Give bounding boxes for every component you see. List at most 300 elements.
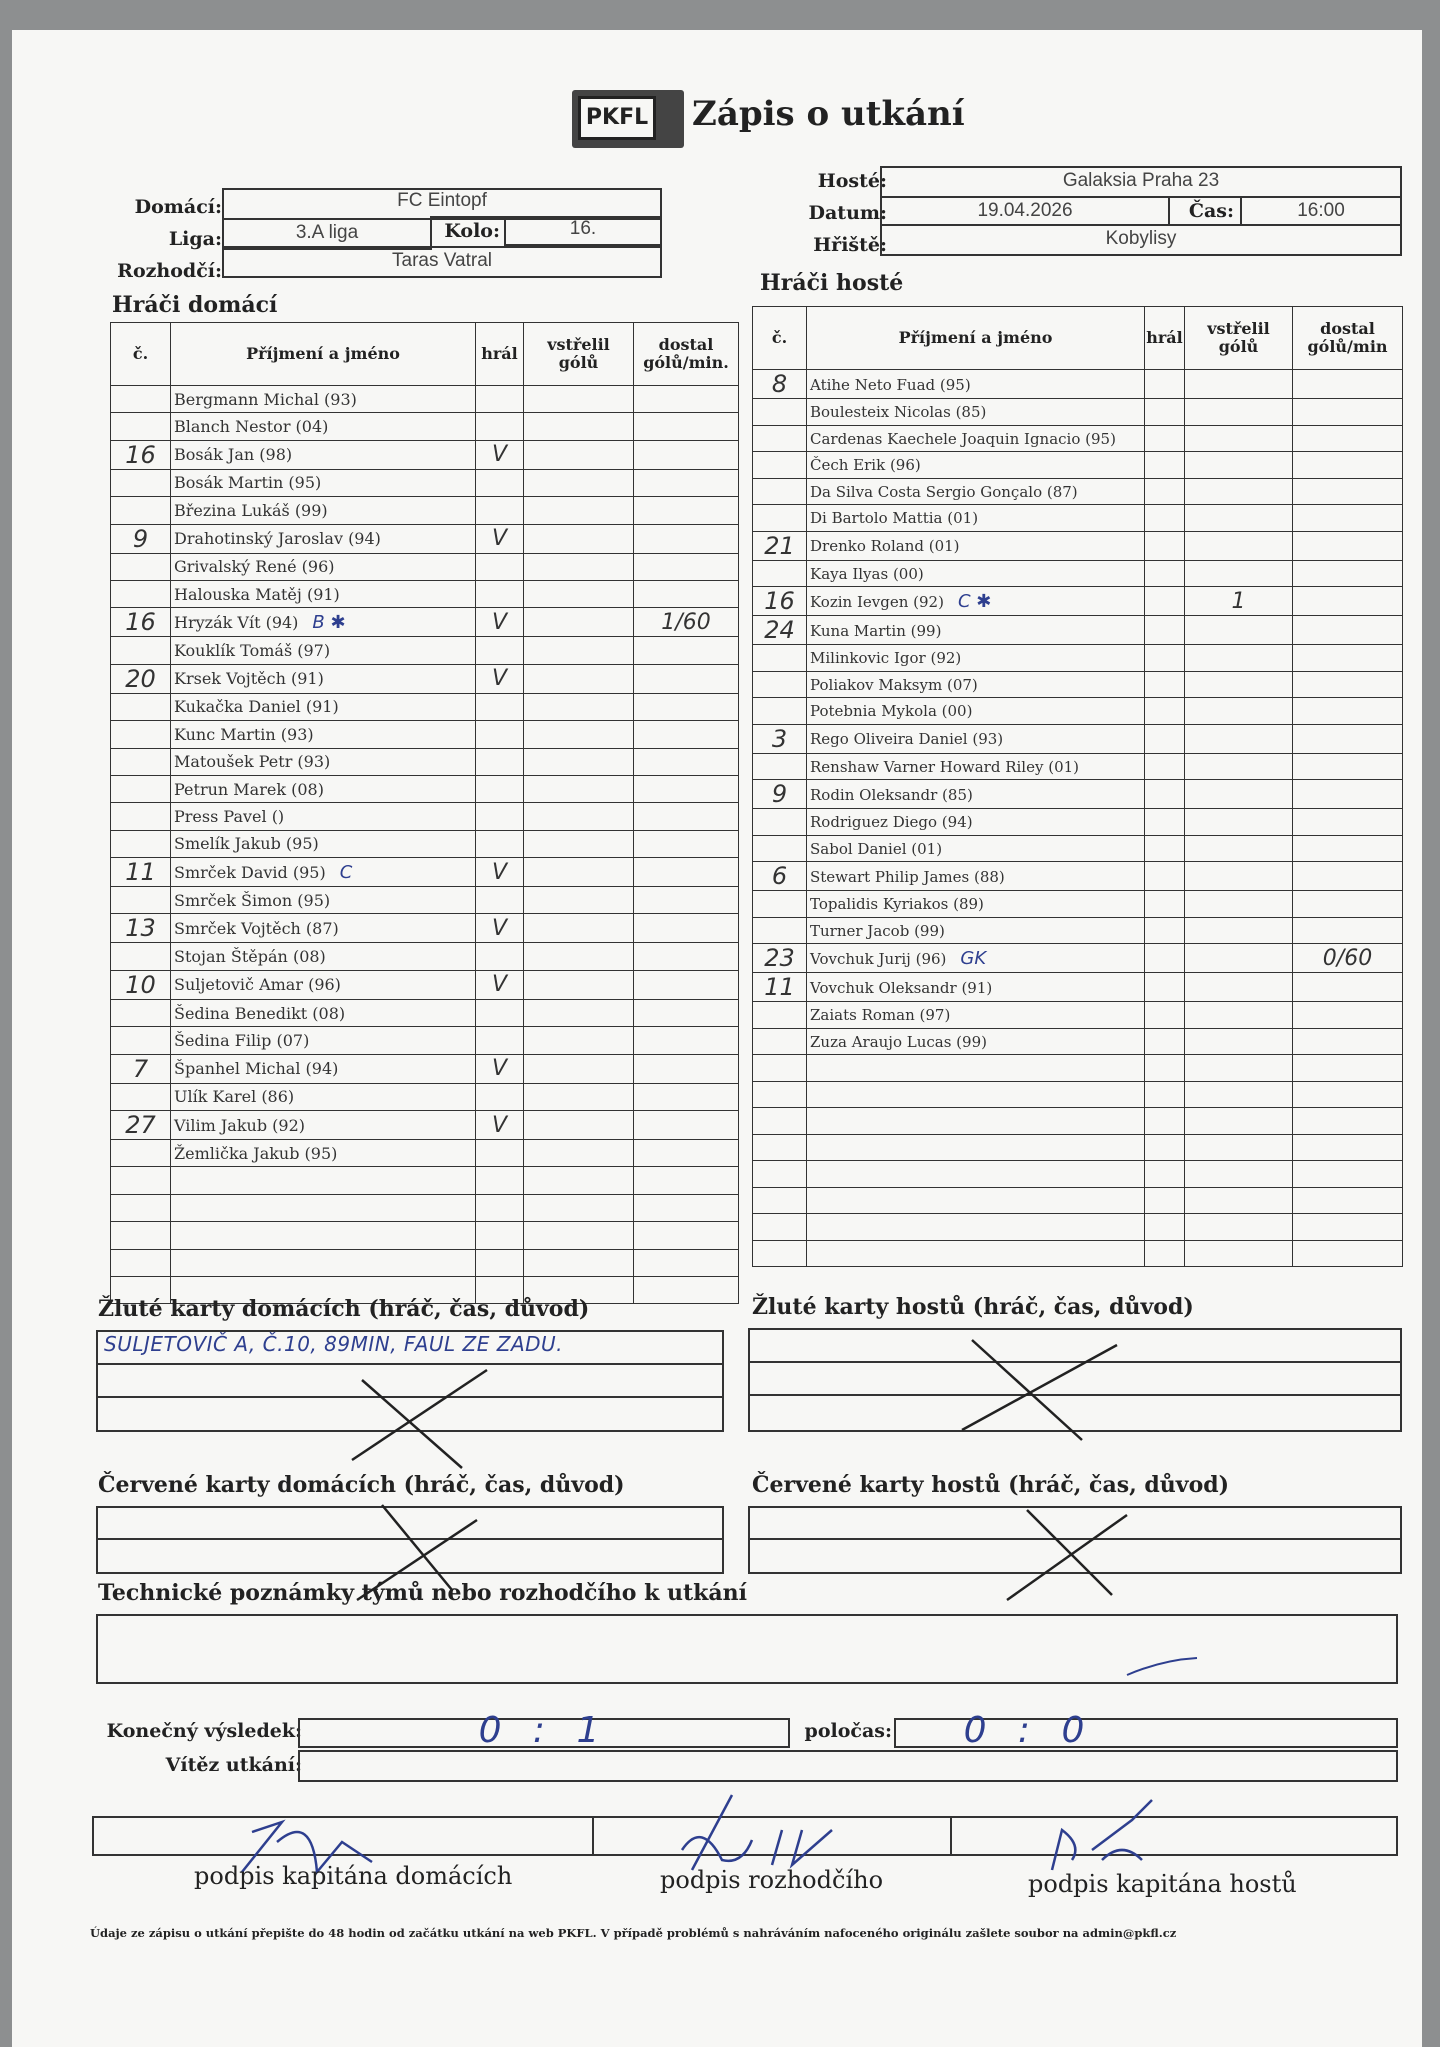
- goals-scored[interactable]: [1185, 809, 1293, 836]
- player-number[interactable]: 3: [753, 724, 807, 753]
- player-number[interactable]: [753, 1240, 807, 1267]
- goals-conceded[interactable]: [634, 693, 739, 720]
- player-number[interactable]: 24: [753, 616, 807, 645]
- player-number[interactable]: 23: [753, 944, 807, 973]
- goals-scored[interactable]: [1185, 505, 1293, 532]
- player-number[interactable]: 10: [111, 970, 171, 999]
- played-mark[interactable]: [1145, 1187, 1185, 1214]
- goals-conceded[interactable]: [634, 1140, 739, 1167]
- player-name[interactable]: [171, 775, 476, 802]
- player-number[interactable]: 9: [753, 780, 807, 809]
- played-mark[interactable]: V: [476, 914, 524, 943]
- player-name[interactable]: [171, 748, 476, 775]
- goals-conceded[interactable]: [1293, 1161, 1403, 1188]
- player-number[interactable]: [753, 452, 807, 479]
- player-number[interactable]: [111, 1027, 171, 1054]
- player-name[interactable]: [807, 944, 1145, 973]
- goals-scored[interactable]: [1185, 1028, 1293, 1055]
- player-name[interactable]: [171, 1140, 476, 1167]
- goals-conceded[interactable]: [634, 1083, 739, 1110]
- played-mark[interactable]: [1145, 973, 1185, 1002]
- played-mark[interactable]: [1145, 724, 1185, 753]
- player-name[interactable]: [171, 440, 476, 469]
- player-number[interactable]: 16: [753, 587, 807, 616]
- player-name[interactable]: [807, 425, 1145, 452]
- player-number[interactable]: [111, 1249, 171, 1276]
- player-name[interactable]: [807, 370, 1145, 399]
- played-mark[interactable]: [476, 553, 524, 580]
- player-name[interactable]: [807, 616, 1145, 645]
- goals-conceded[interactable]: [1293, 917, 1403, 944]
- goals-scored[interactable]: [1185, 917, 1293, 944]
- player-number[interactable]: 9: [111, 524, 171, 553]
- goals-scored[interactable]: [524, 608, 634, 637]
- goals-scored[interactable]: [524, 693, 634, 720]
- played-mark[interactable]: [1145, 1240, 1185, 1267]
- goals-scored[interactable]: [1185, 835, 1293, 862]
- player-name[interactable]: [171, 553, 476, 580]
- player-number[interactable]: [753, 478, 807, 505]
- goals-scored[interactable]: [524, 469, 634, 496]
- played-mark[interactable]: [476, 1140, 524, 1167]
- player-name[interactable]: [807, 724, 1145, 753]
- played-mark[interactable]: [476, 887, 524, 914]
- goals-conceded[interactable]: [1293, 671, 1403, 698]
- goals-conceded[interactable]: [1293, 1108, 1403, 1135]
- goals-scored[interactable]: [524, 1140, 634, 1167]
- player-name[interactable]: [807, 645, 1145, 672]
- goals-conceded[interactable]: [634, 1167, 739, 1194]
- played-mark[interactable]: [1145, 1002, 1185, 1029]
- goals-conceded[interactable]: [1293, 753, 1403, 780]
- goals-scored[interactable]: [524, 721, 634, 748]
- goals-conceded[interactable]: [634, 914, 739, 943]
- goals-conceded[interactable]: [634, 497, 739, 524]
- player-name[interactable]: [171, 914, 476, 943]
- goals-scored[interactable]: [1185, 1240, 1293, 1267]
- goals-scored[interactable]: [1185, 1002, 1293, 1029]
- player-name[interactable]: [807, 1028, 1145, 1055]
- played-mark[interactable]: V: [476, 608, 524, 637]
- player-number[interactable]: [111, 830, 171, 857]
- player-number[interactable]: [111, 386, 171, 413]
- goals-scored[interactable]: [1185, 1055, 1293, 1082]
- goals-conceded[interactable]: [1293, 531, 1403, 560]
- goals-scored[interactable]: [524, 803, 634, 830]
- player-number[interactable]: [111, 1167, 171, 1194]
- player-name[interactable]: [171, 580, 476, 607]
- goals-scored[interactable]: [524, 386, 634, 413]
- played-mark[interactable]: [1145, 1214, 1185, 1241]
- player-name[interactable]: [807, 1081, 1145, 1108]
- player-name[interactable]: [171, 664, 476, 693]
- player-name[interactable]: [171, 524, 476, 553]
- played-mark[interactable]: [476, 943, 524, 970]
- goals-scored[interactable]: [524, 1111, 634, 1140]
- played-mark[interactable]: [476, 386, 524, 413]
- goals-conceded[interactable]: [634, 721, 739, 748]
- player-name[interactable]: [807, 1108, 1145, 1135]
- player-name[interactable]: [807, 1214, 1145, 1241]
- goals-scored[interactable]: 1: [1185, 587, 1293, 616]
- goals-conceded[interactable]: [1293, 1187, 1403, 1214]
- goals-conceded[interactable]: [1293, 370, 1403, 399]
- goals-scored[interactable]: [524, 524, 634, 553]
- goals-scored[interactable]: [1185, 891, 1293, 918]
- player-number[interactable]: [753, 835, 807, 862]
- goals-conceded[interactable]: [634, 1276, 739, 1303]
- played-mark[interactable]: [1145, 452, 1185, 479]
- player-number[interactable]: [753, 1002, 807, 1029]
- played-mark[interactable]: V: [476, 1111, 524, 1140]
- player-number[interactable]: [111, 553, 171, 580]
- goals-scored[interactable]: [524, 887, 634, 914]
- goals-conceded[interactable]: [634, 524, 739, 553]
- player-name[interactable]: [807, 671, 1145, 698]
- player-number[interactable]: [753, 560, 807, 587]
- played-mark[interactable]: [1145, 891, 1185, 918]
- played-mark[interactable]: [476, 1167, 524, 1194]
- player-name[interactable]: [171, 1054, 476, 1083]
- player-number[interactable]: [753, 1214, 807, 1241]
- goals-scored[interactable]: [1185, 399, 1293, 426]
- goals-conceded[interactable]: [634, 858, 739, 887]
- goals-scored[interactable]: [1185, 452, 1293, 479]
- goals-scored[interactable]: [524, 637, 634, 664]
- player-name[interactable]: [807, 1161, 1145, 1188]
- player-number[interactable]: [753, 809, 807, 836]
- player-name[interactable]: [807, 1134, 1145, 1161]
- player-number[interactable]: [753, 1055, 807, 1082]
- played-mark[interactable]: [476, 637, 524, 664]
- player-name[interactable]: [807, 452, 1145, 479]
- goals-scored[interactable]: [1185, 1108, 1293, 1135]
- goals-conceded[interactable]: [634, 413, 739, 440]
- player-name[interactable]: [807, 478, 1145, 505]
- goals-conceded[interactable]: [1293, 560, 1403, 587]
- player-name[interactable]: [171, 469, 476, 496]
- player-name[interactable]: [807, 809, 1145, 836]
- player-number[interactable]: 21: [753, 531, 807, 560]
- played-mark[interactable]: [476, 413, 524, 440]
- goals-scored[interactable]: [524, 999, 634, 1026]
- player-number[interactable]: [111, 775, 171, 802]
- goals-conceded[interactable]: [1293, 478, 1403, 505]
- goals-scored[interactable]: [1185, 1214, 1293, 1241]
- goals-scored[interactable]: [524, 1083, 634, 1110]
- goals-scored[interactable]: [524, 1167, 634, 1194]
- goals-conceded[interactable]: [1293, 891, 1403, 918]
- goals-conceded[interactable]: [634, 637, 739, 664]
- player-name[interactable]: [807, 1055, 1145, 1082]
- winner-box[interactable]: [298, 1750, 1398, 1782]
- player-name[interactable]: [171, 608, 476, 637]
- player-name[interactable]: [807, 862, 1145, 891]
- goals-conceded[interactable]: [1293, 1134, 1403, 1161]
- played-mark[interactable]: [1145, 560, 1185, 587]
- played-mark[interactable]: [476, 580, 524, 607]
- goals-conceded[interactable]: [634, 887, 739, 914]
- played-mark[interactable]: [1145, 1028, 1185, 1055]
- player-name[interactable]: [171, 858, 476, 887]
- goals-conceded[interactable]: [1293, 1002, 1403, 1029]
- played-mark[interactable]: [476, 1249, 524, 1276]
- goals-conceded[interactable]: [634, 1194, 739, 1221]
- player-name[interactable]: [807, 399, 1145, 426]
- goals-scored[interactable]: [1185, 645, 1293, 672]
- goals-scored[interactable]: [524, 943, 634, 970]
- player-number[interactable]: [111, 803, 171, 830]
- player-number[interactable]: [111, 1222, 171, 1249]
- goals-conceded[interactable]: [634, 748, 739, 775]
- goals-conceded[interactable]: [1293, 399, 1403, 426]
- player-number[interactable]: [753, 698, 807, 725]
- player-number[interactable]: 11: [753, 973, 807, 1002]
- player-number[interactable]: [111, 693, 171, 720]
- player-name[interactable]: [807, 1002, 1145, 1029]
- player-number[interactable]: [753, 753, 807, 780]
- player-name[interactable]: [807, 531, 1145, 560]
- player-number[interactable]: [753, 671, 807, 698]
- played-mark[interactable]: V: [476, 664, 524, 693]
- player-number[interactable]: [111, 413, 171, 440]
- goals-conceded[interactable]: [1293, 835, 1403, 862]
- player-number[interactable]: [111, 999, 171, 1026]
- goals-scored[interactable]: [524, 1054, 634, 1083]
- player-name[interactable]: [807, 1240, 1145, 1267]
- played-mark[interactable]: V: [476, 440, 524, 469]
- goals-conceded[interactable]: [1293, 645, 1403, 672]
- goals-conceded[interactable]: [634, 775, 739, 802]
- played-mark[interactable]: [476, 497, 524, 524]
- goals-conceded[interactable]: [634, 1111, 739, 1140]
- played-mark[interactable]: [1145, 862, 1185, 891]
- goals-conceded[interactable]: [1293, 505, 1403, 532]
- player-name[interactable]: [171, 1111, 476, 1140]
- player-number[interactable]: [753, 917, 807, 944]
- played-mark[interactable]: [1145, 645, 1185, 672]
- goals-conceded[interactable]: [634, 440, 739, 469]
- played-mark[interactable]: [1145, 1108, 1185, 1135]
- player-number[interactable]: [111, 748, 171, 775]
- played-mark[interactable]: V: [476, 1054, 524, 1083]
- goals-scored[interactable]: [1185, 1134, 1293, 1161]
- goals-scored[interactable]: [524, 664, 634, 693]
- player-name[interactable]: [171, 413, 476, 440]
- played-mark[interactable]: V: [476, 524, 524, 553]
- player-number[interactable]: 7: [111, 1054, 171, 1083]
- played-mark[interactable]: [1145, 917, 1185, 944]
- goals-conceded[interactable]: [1293, 616, 1403, 645]
- goals-scored[interactable]: [524, 413, 634, 440]
- player-number[interactable]: [111, 1083, 171, 1110]
- goals-conceded[interactable]: [1293, 809, 1403, 836]
- goals-scored[interactable]: [1185, 560, 1293, 587]
- goals-conceded[interactable]: [1293, 724, 1403, 753]
- goals-scored[interactable]: [1185, 1161, 1293, 1188]
- player-number[interactable]: 13: [111, 914, 171, 943]
- goals-scored[interactable]: [524, 748, 634, 775]
- player-name[interactable]: [807, 780, 1145, 809]
- player-number[interactable]: 20: [111, 664, 171, 693]
- player-number[interactable]: [753, 1108, 807, 1135]
- player-name[interactable]: [807, 587, 1145, 616]
- played-mark[interactable]: [1145, 425, 1185, 452]
- player-number[interactable]: 16: [111, 608, 171, 637]
- player-number[interactable]: [753, 1081, 807, 1108]
- goals-conceded[interactable]: [634, 1222, 739, 1249]
- player-number[interactable]: [753, 425, 807, 452]
- goals-scored[interactable]: [524, 1194, 634, 1221]
- goals-scored[interactable]: [1185, 370, 1293, 399]
- goals-scored[interactable]: [1185, 531, 1293, 560]
- player-name[interactable]: [171, 497, 476, 524]
- played-mark[interactable]: [1145, 505, 1185, 532]
- goals-scored[interactable]: [1185, 944, 1293, 973]
- played-mark[interactable]: [476, 775, 524, 802]
- goals-conceded[interactable]: [634, 386, 739, 413]
- played-mark[interactable]: [1145, 698, 1185, 725]
- played-mark[interactable]: [476, 803, 524, 830]
- goals-scored[interactable]: [1185, 425, 1293, 452]
- player-number[interactable]: 11: [111, 858, 171, 887]
- played-mark[interactable]: [476, 830, 524, 857]
- player-number[interactable]: [753, 399, 807, 426]
- played-mark[interactable]: [476, 1194, 524, 1221]
- player-number[interactable]: [753, 505, 807, 532]
- goals-conceded[interactable]: 1/60: [634, 608, 739, 637]
- goals-scored[interactable]: [524, 440, 634, 469]
- goals-scored[interactable]: [1185, 478, 1293, 505]
- goals-conceded[interactable]: [634, 664, 739, 693]
- goals-conceded[interactable]: [1293, 587, 1403, 616]
- goals-scored[interactable]: [524, 580, 634, 607]
- player-number[interactable]: [753, 1161, 807, 1188]
- played-mark[interactable]: [1145, 835, 1185, 862]
- player-name[interactable]: [171, 887, 476, 914]
- goals-conceded[interactable]: [634, 469, 739, 496]
- played-mark[interactable]: [476, 748, 524, 775]
- goals-scored[interactable]: [1185, 616, 1293, 645]
- goals-scored[interactable]: [524, 497, 634, 524]
- goals-conceded[interactable]: [634, 1054, 739, 1083]
- goals-conceded[interactable]: [634, 943, 739, 970]
- goals-scored[interactable]: [524, 1222, 634, 1249]
- played-mark[interactable]: [1145, 616, 1185, 645]
- played-mark[interactable]: [476, 693, 524, 720]
- player-number[interactable]: [753, 1028, 807, 1055]
- player-name[interactable]: [171, 386, 476, 413]
- played-mark[interactable]: V: [476, 970, 524, 999]
- player-name[interactable]: [171, 693, 476, 720]
- goals-conceded[interactable]: [1293, 452, 1403, 479]
- player-number[interactable]: [111, 469, 171, 496]
- player-name[interactable]: [807, 1187, 1145, 1214]
- player-number[interactable]: [111, 637, 171, 664]
- player-name[interactable]: [171, 1194, 476, 1221]
- player-name[interactable]: [171, 1083, 476, 1110]
- player-name[interactable]: [807, 698, 1145, 725]
- goals-conceded[interactable]: [1293, 1028, 1403, 1055]
- player-number[interactable]: 6: [753, 862, 807, 891]
- played-mark[interactable]: [1145, 671, 1185, 698]
- goals-conceded[interactable]: [1293, 780, 1403, 809]
- player-number[interactable]: [111, 721, 171, 748]
- played-mark[interactable]: [1145, 370, 1185, 399]
- goals-conceded[interactable]: [1293, 698, 1403, 725]
- played-mark[interactable]: [476, 999, 524, 1026]
- player-name[interactable]: [807, 973, 1145, 1002]
- player-number[interactable]: [111, 1140, 171, 1167]
- played-mark[interactable]: V: [476, 858, 524, 887]
- guest-captain-signature[interactable]: [1042, 1790, 1162, 1880]
- player-name[interactable]: [171, 830, 476, 857]
- player-name[interactable]: [171, 999, 476, 1026]
- goals-scored[interactable]: [1185, 671, 1293, 698]
- goals-conceded[interactable]: [1293, 1081, 1403, 1108]
- player-name[interactable]: [171, 1167, 476, 1194]
- player-name[interactable]: [807, 891, 1145, 918]
- played-mark[interactable]: [1145, 587, 1185, 616]
- goals-conceded[interactable]: [634, 1027, 739, 1054]
- player-name[interactable]: [171, 803, 476, 830]
- goals-conceded[interactable]: [1293, 1214, 1403, 1241]
- player-name[interactable]: [171, 637, 476, 664]
- played-mark[interactable]: [1145, 1134, 1185, 1161]
- player-name[interactable]: [807, 753, 1145, 780]
- goals-conceded[interactable]: [634, 830, 739, 857]
- player-name[interactable]: [171, 1027, 476, 1054]
- goals-scored[interactable]: [1185, 780, 1293, 809]
- played-mark[interactable]: [476, 469, 524, 496]
- player-name[interactable]: [171, 721, 476, 748]
- goals-scored[interactable]: [524, 1249, 634, 1276]
- played-mark[interactable]: [1145, 1055, 1185, 1082]
- player-number[interactable]: 16: [111, 440, 171, 469]
- played-mark[interactable]: [1145, 531, 1185, 560]
- goals-conceded[interactable]: [1293, 1240, 1403, 1267]
- goals-scored[interactable]: [1185, 973, 1293, 1002]
- player-name[interactable]: [171, 943, 476, 970]
- goals-scored[interactable]: [524, 553, 634, 580]
- player-number[interactable]: [753, 1134, 807, 1161]
- goals-conceded[interactable]: [1293, 1055, 1403, 1082]
- player-number[interactable]: 27: [111, 1111, 171, 1140]
- goals-scored[interactable]: [1185, 862, 1293, 891]
- goals-conceded[interactable]: [1293, 973, 1403, 1002]
- player-name[interactable]: [807, 835, 1145, 862]
- goals-conceded[interactable]: [1293, 425, 1403, 452]
- player-name[interactable]: [807, 505, 1145, 532]
- goals-conceded[interactable]: [1293, 862, 1403, 891]
- player-name[interactable]: [171, 970, 476, 999]
- goals-scored[interactable]: [524, 914, 634, 943]
- goals-scored[interactable]: [524, 970, 634, 999]
- goals-conceded[interactable]: 0/60: [1293, 944, 1403, 973]
- played-mark[interactable]: [1145, 1081, 1185, 1108]
- goals-scored[interactable]: [524, 830, 634, 857]
- player-number[interactable]: [753, 1187, 807, 1214]
- goals-conceded[interactable]: [634, 970, 739, 999]
- played-mark[interactable]: [1145, 944, 1185, 973]
- played-mark[interactable]: [1145, 478, 1185, 505]
- goals-scored[interactable]: [524, 858, 634, 887]
- player-name[interactable]: [171, 1249, 476, 1276]
- player-number[interactable]: 8: [753, 370, 807, 399]
- player-number[interactable]: [111, 497, 171, 524]
- goals-scored[interactable]: [524, 775, 634, 802]
- goals-scored[interactable]: [1185, 1187, 1293, 1214]
